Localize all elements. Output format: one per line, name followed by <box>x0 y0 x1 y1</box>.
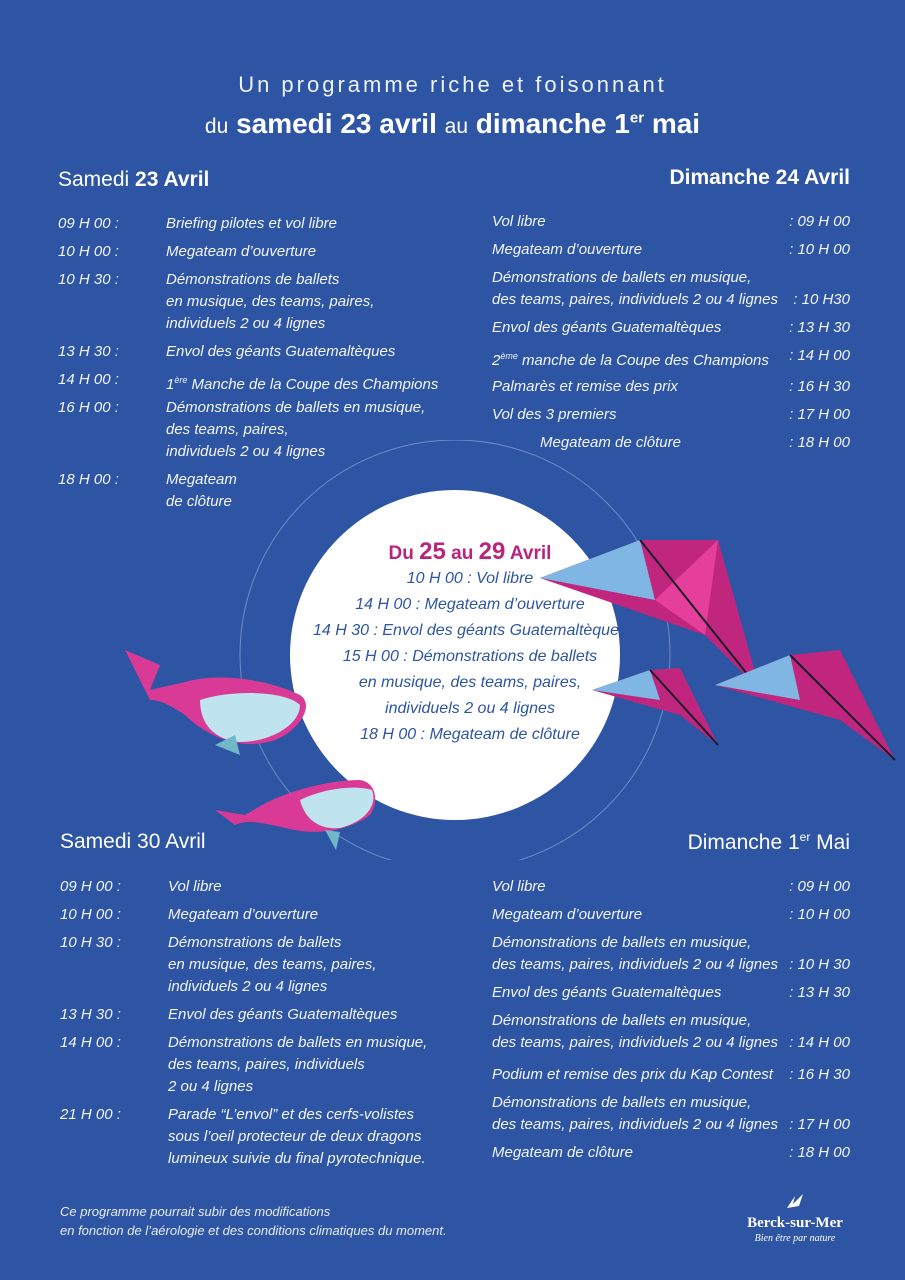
row-time: 14 H 00 : <box>60 1034 121 1051</box>
day-title-sat30: Samedi 30 Avril <box>60 830 206 853</box>
title-middle: au <box>444 115 469 138</box>
schedule-row <box>492 211 850 233</box>
row-time: 18 H 00 : <box>58 471 119 488</box>
week-block <box>280 538 660 748</box>
row-time: 13 H 30 : <box>58 343 119 360</box>
week-line: en musique, des teams, paires, <box>358 674 582 691</box>
row-text: Envol des géants Guatemaltèques <box>166 343 396 360</box>
row-time: : 14 H 00 <box>789 347 850 364</box>
schedule-row <box>492 239 850 261</box>
title-prefix: du <box>204 115 229 138</box>
schedule-row <box>492 1142 850 1164</box>
whale-icon <box>215 780 375 850</box>
row-text: Megateam d’ouverture <box>492 906 643 923</box>
schedule-row <box>492 1092 850 1114</box>
logo-text: Berck-sur-Mer <box>747 1215 843 1231</box>
row-text: des teams, paires, individuels 2 ou 4 lignes <box>492 1034 778 1051</box>
page-title <box>0 108 905 140</box>
row-time: 10 H 30 : <box>60 934 121 951</box>
disclaimer <box>60 1202 447 1240</box>
row-text: en musique, des teams, paires, <box>166 293 375 310</box>
row-text: Démonstrations de ballets en musique, <box>492 1094 752 1111</box>
row-time: : 13 H 30 <box>789 319 850 336</box>
row-text: des teams, paires, individuels <box>168 1056 365 1073</box>
day-month: Mai <box>810 831 850 854</box>
row-text: lumineux suivie du final pyrotechnique. <box>168 1150 426 1167</box>
week-du: Du <box>388 543 414 564</box>
row-text: Megateam d’ouverture <box>492 241 643 258</box>
row-text: Vol libre <box>492 213 546 230</box>
row-time: : 10 H 00 <box>789 241 850 258</box>
row-text: Envol des géants Guatemaltèques <box>168 1006 398 1023</box>
row-text: Megateam d’ouverture <box>166 243 317 260</box>
row-text: Palmarès et remise des prix <box>492 378 678 395</box>
row-text: Démonstrations de ballets en musique, <box>168 1034 428 1051</box>
row-text: 2ème manche de la Coupe des Champions <box>492 351 769 369</box>
row-time: 16 H 00 : <box>58 399 119 416</box>
row-time: : 16 H 30 <box>789 1066 850 1083</box>
row-text: Vol des 3 premiers <box>492 406 617 423</box>
row-time: : 17 H 00 <box>789 1116 850 1133</box>
row-text: Vol libre <box>492 878 546 895</box>
day-name: Dimanche 1 <box>687 831 800 854</box>
day-title-sat23 <box>58 168 209 192</box>
schedule-row <box>492 289 850 311</box>
week-end: 29 <box>478 538 506 565</box>
schedule-row <box>492 1064 850 1086</box>
row-time: : 14 H 00 <box>789 1034 850 1051</box>
row-text: Podium et remise des prix du Kap Contest <box>492 1066 773 1083</box>
row-text: Megateam d’ouverture <box>168 906 319 923</box>
row-time: : 10 H 00 <box>789 906 850 923</box>
schedule-row <box>492 904 850 926</box>
row-time: : 10 H30 <box>793 291 850 308</box>
schedule-row <box>492 932 850 954</box>
week-line: 10 H 00 : Vol libre <box>406 570 534 587</box>
row-time: 10 H 00 : <box>60 906 121 923</box>
schedule-row <box>492 376 850 398</box>
row-text: Megateam de clôture <box>492 1144 633 1161</box>
row-text: individuels 2 ou 4 lignes <box>168 978 328 995</box>
row-text: 1ère Manche de la Coupe des Champions <box>166 375 439 393</box>
week-line: individuels 2 ou 4 lignes <box>385 700 555 717</box>
row-text: Briefing pilotes et vol libre <box>166 215 337 232</box>
row-time: : 18 H 00 <box>789 1144 850 1161</box>
row-text: des teams, paires, individuels 2 ou 4 lignes <box>492 291 778 308</box>
schedule-row <box>492 982 850 1004</box>
disclaimer-line: en fonction de l’aérologie et des conditions climatiques du moment. <box>60 1223 447 1238</box>
row-text: Megateam de clôture <box>540 434 681 451</box>
schedule-row <box>492 1010 850 1032</box>
schedule-row <box>492 404 850 426</box>
disclaimer-line: Ce programme pourrait subir des modifications <box>60 1204 331 1219</box>
day-title-sun24: Dimanche 24 Avril <box>669 166 850 189</box>
week-schedule <box>280 566 660 748</box>
schedule-row <box>492 345 850 372</box>
week-au: au <box>451 543 474 564</box>
row-text: Démonstrations de ballets en musique, <box>492 269 752 286</box>
row-text: sous l’oeil protecteur de deux dragons <box>168 1128 422 1145</box>
schedule-row <box>492 267 850 289</box>
row-time: : 13 H 30 <box>789 984 850 1001</box>
row-text: individuels 2 ou 4 lignes <box>166 443 326 460</box>
row-text: Démonstrations de ballets <box>168 934 342 951</box>
title-date-end: dimanche 1 <box>475 108 630 139</box>
row-time: 09 H 00 : <box>60 878 121 895</box>
day-name: Samedi <box>58 168 130 191</box>
subtitle: Un programme riche et foisonnant <box>238 72 667 97</box>
row-time: 10 H 30 : <box>58 271 119 288</box>
title-date-start: samedi 23 avril <box>236 108 437 139</box>
schedule-row <box>492 1114 850 1136</box>
row-text: Démonstrations de ballets <box>166 271 340 288</box>
row-text: des teams, paires, <box>166 421 289 438</box>
schedule-row <box>492 1032 850 1054</box>
row-time: : 09 H 00 <box>789 213 850 230</box>
day-title-sun1 <box>688 830 850 855</box>
day-sup: er <box>799 830 811 844</box>
row-time: 14 H 00 : <box>58 371 119 388</box>
row-text: Parade “L’envol” et des cerfs-volistes <box>168 1106 414 1123</box>
schedule-row <box>492 876 850 898</box>
logo <box>735 1192 855 1244</box>
week-line: 15 H 00 : Démonstrations de ballets <box>342 648 598 665</box>
row-text: Megateam <box>166 471 237 488</box>
row-time: 09 H 00 : <box>58 215 119 232</box>
row-text: Envol des géants Guatemaltèques <box>492 984 722 1001</box>
day-date: 23 Avril <box>135 168 210 191</box>
week-title <box>280 538 660 566</box>
week-line: 18 H 00 : Megateam de clôture <box>360 726 580 743</box>
row-text: Vol libre <box>168 878 222 895</box>
row-text: Envol des géants Guatemaltèques <box>492 319 722 336</box>
whale-icon <box>125 650 306 755</box>
row-text: individuels 2 ou 4 lignes <box>166 315 326 332</box>
week-line: 14 H 00 : Megateam d’ouverture <box>355 596 585 613</box>
row-text: des teams, paires, individuels 2 ou 4 lignes <box>492 956 778 973</box>
schedule-row <box>492 954 850 976</box>
row-time: 13 H 30 : <box>60 1006 121 1023</box>
row-time: : 09 H 00 <box>789 878 850 895</box>
row-time: : 16 H 30 <box>789 378 850 395</box>
row-text: de clôture <box>166 493 232 510</box>
title-month: mai <box>651 108 701 139</box>
schedule-row <box>492 317 850 339</box>
row-text: Démonstrations de ballets en musique, <box>492 934 752 951</box>
row-text: 2 ou 4 lignes <box>168 1078 254 1095</box>
week-start: 25 <box>419 538 446 565</box>
row-text: des teams, paires, individuels 2 ou 4 lignes <box>492 1116 778 1133</box>
row-text: Démonstrations de ballets en musique, <box>492 1012 752 1029</box>
row-time: : 10 H 30 <box>789 956 850 973</box>
bird-icon <box>735 1192 855 1210</box>
logo-tagline: Bien être par nature <box>754 1233 836 1244</box>
week-line: 14 H 30 : Envol des géants Guatemaltèques <box>313 622 627 639</box>
row-text: en musique, des teams, paires, <box>168 956 377 973</box>
row-time: : 17 H 00 <box>789 406 850 423</box>
row-time: 21 H 00 : <box>60 1106 121 1123</box>
row-text: Démonstrations de ballets en musique, <box>166 399 426 416</box>
week-month: Avril <box>509 543 552 564</box>
row-time: 10 H 00 : <box>58 243 119 260</box>
row-time: : 18 H 00 <box>789 434 850 451</box>
title-sup: er <box>629 109 645 127</box>
